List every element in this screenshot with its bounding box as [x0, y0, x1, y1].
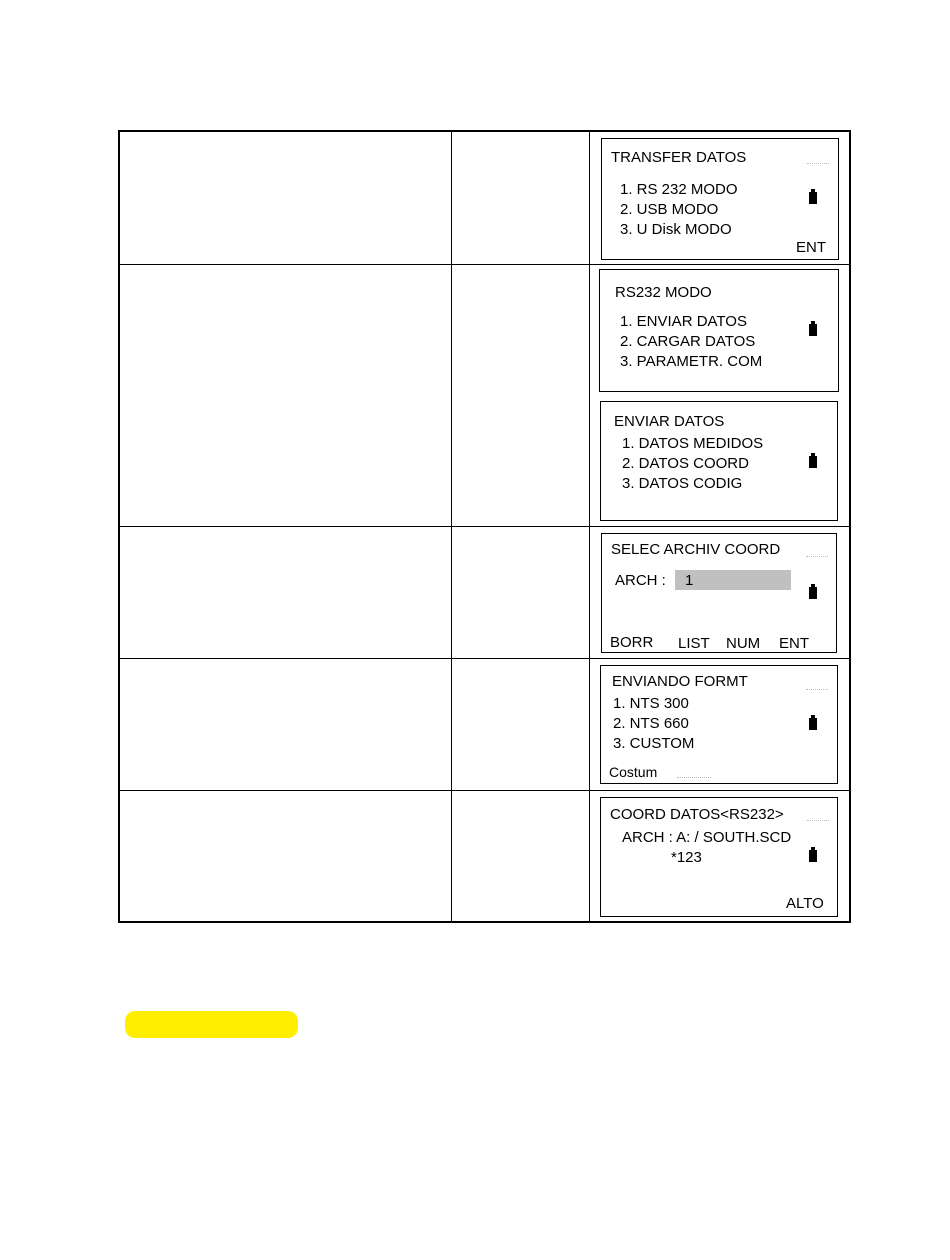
menu-item-enviar-datos[interactable]: 1. ENVIAR DATOS — [620, 313, 747, 330]
menu-item-custom[interactable]: 3. CUSTOM — [613, 735, 695, 752]
arch-input-value: 1 — [685, 572, 694, 589]
screen-selec-archiv-coord — [601, 533, 837, 653]
screen-enviar-datos — [600, 401, 838, 521]
screen-transfer-datos — [601, 138, 839, 260]
battery-icon — [809, 718, 817, 730]
signal-dots-icon — [806, 556, 828, 559]
row-divider-2 — [120, 526, 849, 527]
menu-item-datos-codig[interactable]: 3. DATOS CODIG — [622, 475, 743, 492]
screen-title: ENVIANDO FORMT — [612, 673, 748, 690]
battery-icon — [809, 850, 817, 862]
battery-icon — [809, 587, 817, 599]
softkey-ent[interactable]: ENT — [796, 239, 826, 256]
softkey-costum[interactable]: Costum — [609, 764, 658, 780]
screen-title: TRANSFER DATOS — [611, 149, 747, 166]
record-counter: *123 — [671, 849, 702, 866]
softkey-dots — [677, 777, 711, 780]
menu-item-datos-medidos[interactable]: 1. DATOS MEDIDOS — [622, 435, 764, 452]
battery-icon — [809, 456, 817, 468]
arch-label: ARCH : — [615, 572, 666, 589]
signal-dots-icon — [807, 820, 829, 823]
menu-item-nts660[interactable]: 2. NTS 660 — [613, 715, 689, 732]
row-divider-3 — [120, 658, 849, 659]
menu-item-datos-coord[interactable]: 2. DATOS COORD — [622, 455, 749, 472]
battery-icon — [809, 192, 817, 204]
screen-title: SELEC ARCHIV COORD — [611, 541, 781, 558]
menu-item-rs232[interactable]: 1. RS 232 MODO — [620, 181, 738, 198]
menu-item-udisk[interactable]: 3. U Disk MODO — [620, 221, 732, 238]
softkey-list[interactable]: LIST — [678, 635, 710, 652]
softkey-borr[interactable]: BORR — [610, 634, 654, 651]
signal-dots-icon — [807, 163, 829, 166]
menu-item-usb[interactable]: 2. USB MODO — [620, 201, 719, 218]
screen-title: RS232 MODO — [615, 284, 712, 301]
row-divider-4 — [120, 790, 849, 791]
signal-dots-icon — [806, 689, 828, 692]
screen-rs232-modo — [599, 269, 839, 392]
highlight-marker — [125, 1011, 298, 1038]
screen-coord-datos-rs232 — [600, 797, 838, 917]
softkey-ent[interactable]: ENT — [779, 635, 809, 652]
screen-title: ENVIAR DATOS — [614, 413, 725, 430]
screen-enviando-formt — [600, 665, 838, 784]
battery-icon — [809, 324, 817, 336]
file-path-line: ARCH : A: / SOUTH.SCD — [622, 829, 792, 846]
menu-item-nts300[interactable]: 1. NTS 300 — [613, 695, 689, 712]
softkey-alto[interactable]: ALTO — [786, 895, 824, 912]
menu-item-parametr-com[interactable]: 3. PARAMETR. COM — [620, 353, 763, 370]
screen-title: COORD DATOS<RS232> — [610, 806, 784, 823]
menu-item-cargar-datos[interactable]: 2. CARGAR DATOS — [620, 333, 756, 350]
arch-input[interactable] — [675, 570, 791, 590]
row-divider-1 — [120, 264, 849, 265]
softkey-num[interactable]: NUM — [726, 635, 761, 652]
